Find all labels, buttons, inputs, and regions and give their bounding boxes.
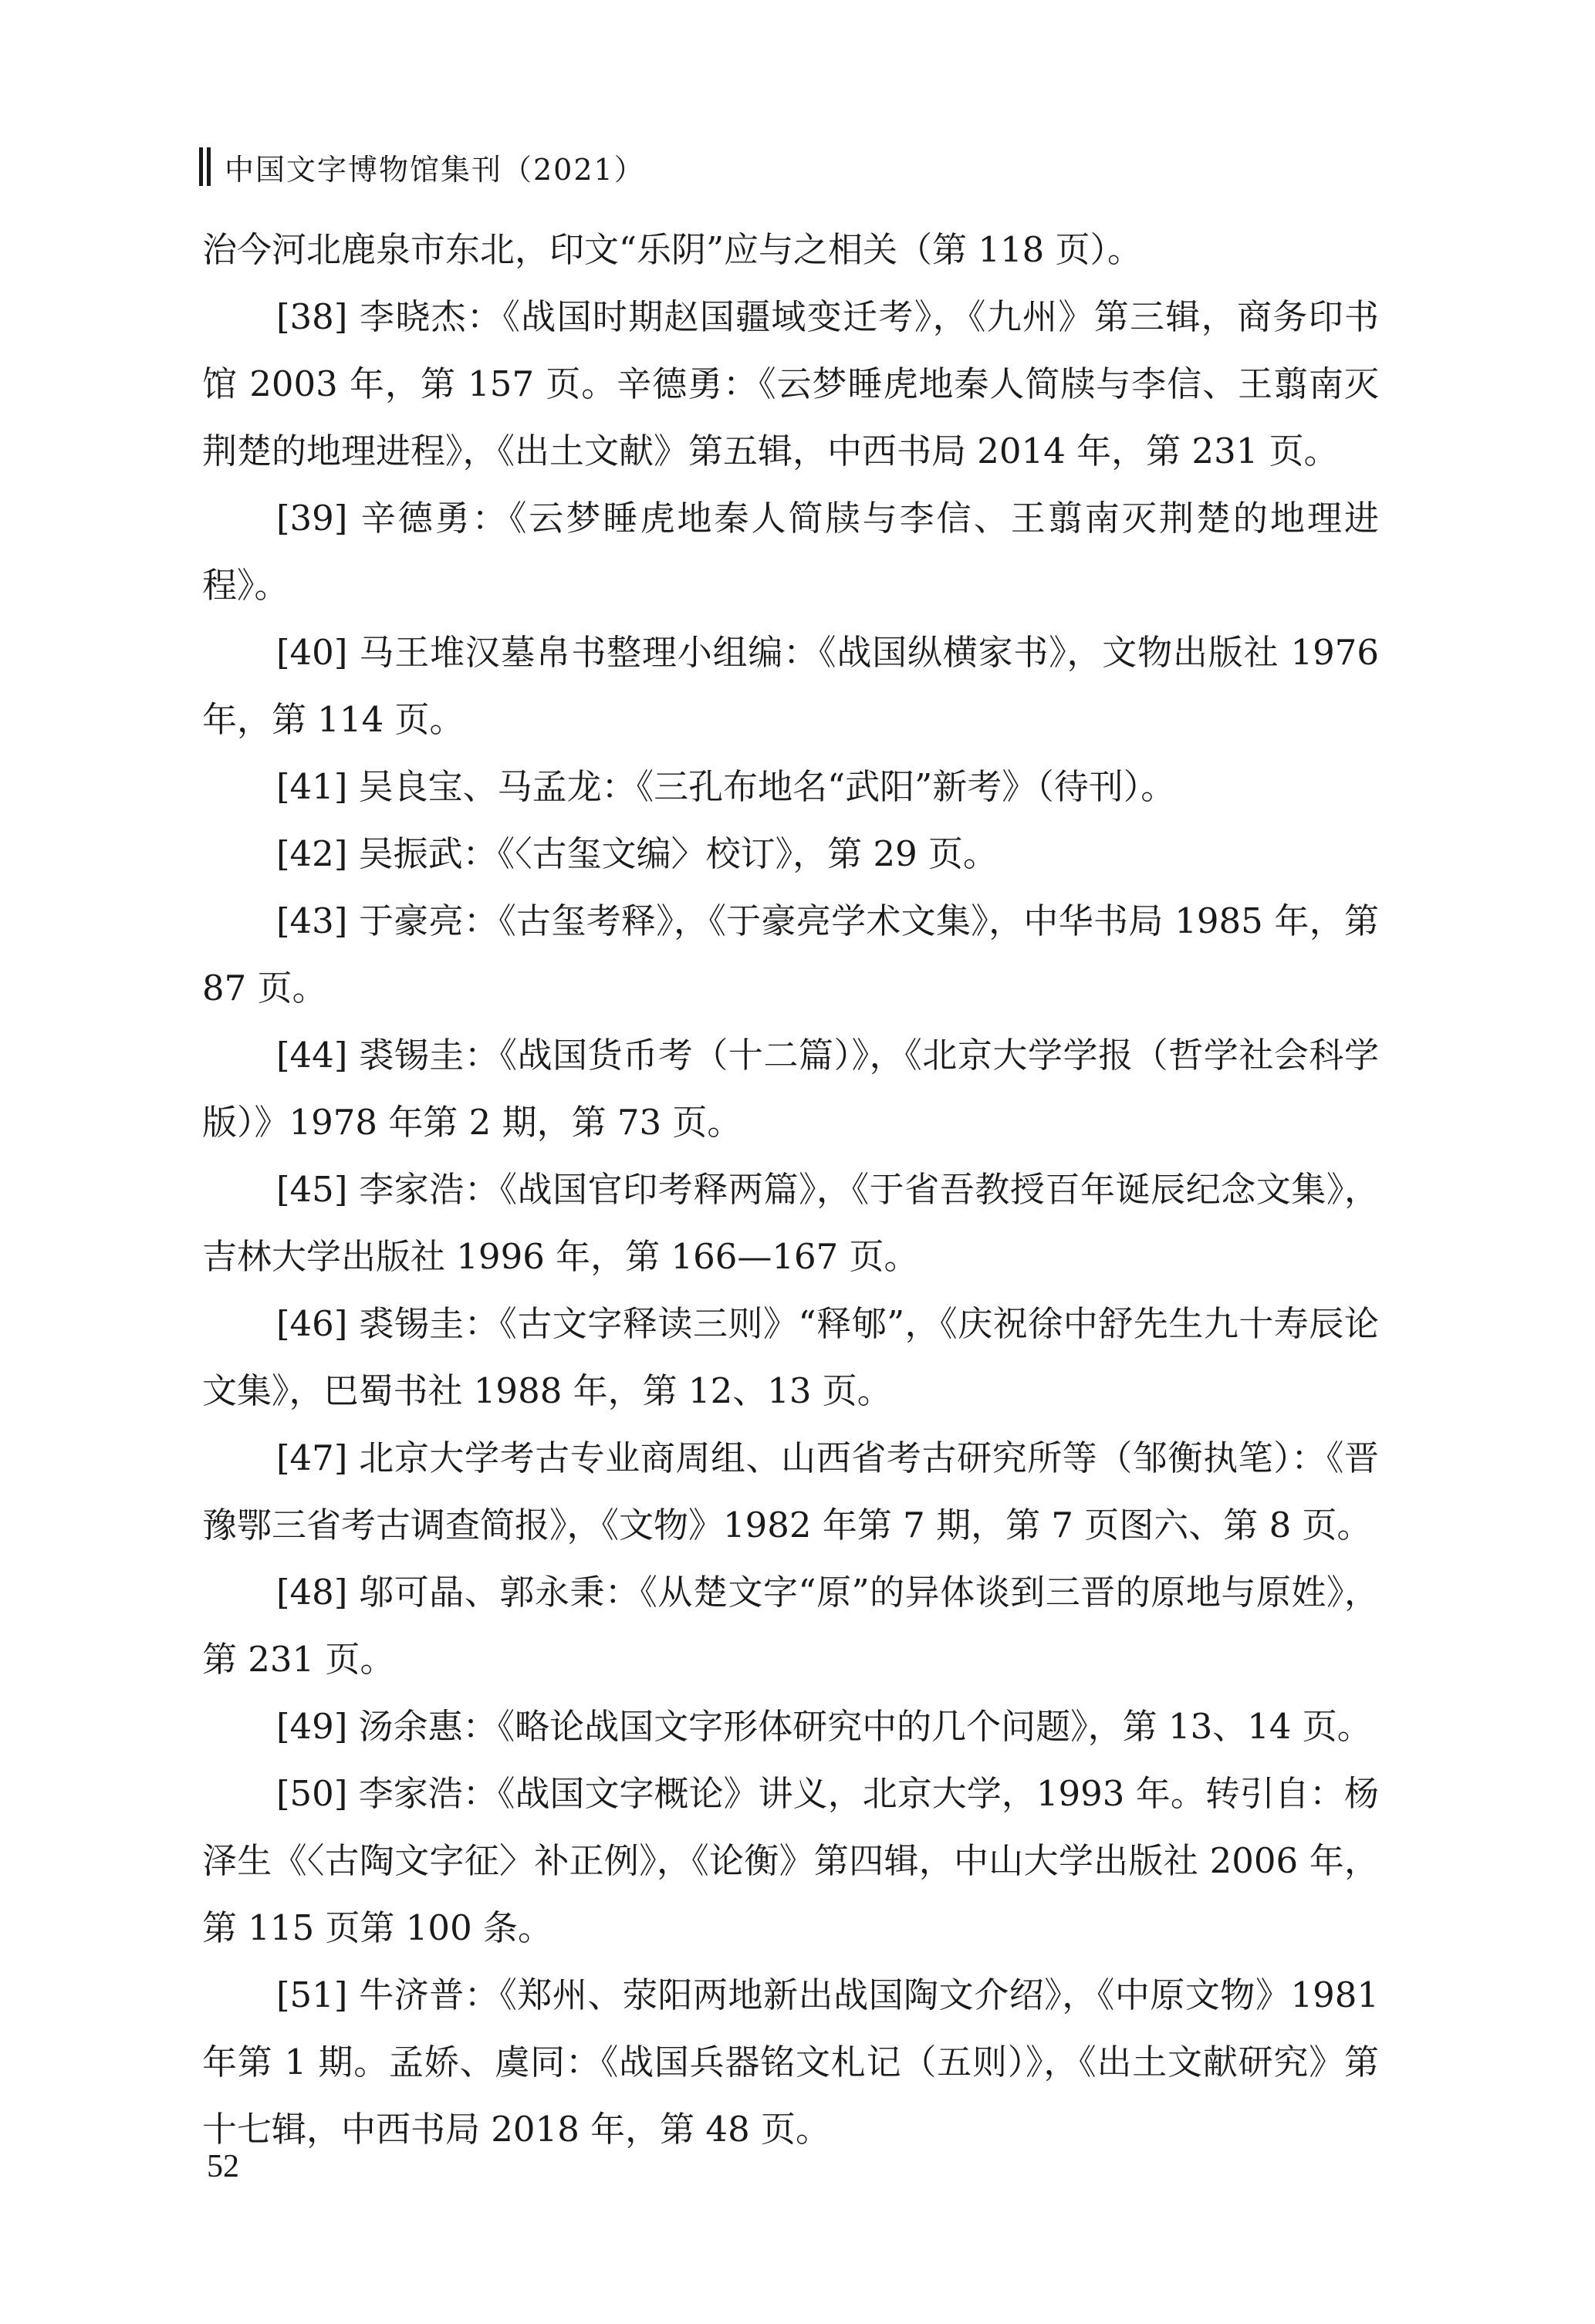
note-continuation: 治今河北鹿泉市东北，印文“乐阴”应与之相关（第 118 页）。 <box>202 229 1143 270</box>
note-48: [48] 邬可晶、郭永秉：《从楚文字“原”的异体谈到三晋的原地与原姓》，第 231 页。 <box>202 1572 1379 1680</box>
note-50: [50] 李家浩：《战国文字概论》讲义，北京大学，1993 年。转引自：杨泽生《〈古陶文字征〉补正例》，《论衡》第四辑，中山大学出版社 2006 年，第 115 页第 100 条。 <box>202 1773 1379 1948</box>
note-38: [38] 李晓杰：《战国时期赵国疆域变迁考》，《九州》第三辑，商务印书馆 2003 年，第 157 页。辛德勇：《云梦睡虎地秦人简牍与李信、王翦南灭荆楚的地理进程》，《出土文献》第五辑，中西书局 2014 年，第 231 页。 <box>202 296 1379 471</box>
note-39: [39] 辛德勇：《云梦睡虎地秦人简牍与李信、王翦南灭荆楚的地理进程》。 <box>202 498 1379 606</box>
header-bar <box>207 147 211 186</box>
note-49: [49] 汤余惠：《略论战国文字形体研究中的几个问题》，第 13、14 页。 <box>276 1706 1372 1747</box>
journal-title: 中国文字博物馆集刊（2021） <box>225 152 645 187</box>
note-51: [51] 牛济普：《郑州、荥阳两地新出战国陶文介绍》，《中原文物》1981 年第 1 期。孟娇、虞同：《战国兵器铭文札记（五则）》，《出土文献研究》第十七辑，中西书局 2018 年，第 48 页。 <box>202 1974 1379 2150</box>
note-41: [41] 吴良宝、马孟龙：《三孔布地名“武阳”新考》（待刊）。 <box>276 766 1176 807</box>
header-bar <box>199 147 203 186</box>
notes-body <box>202 216 1379 2163</box>
note-47: [47] 北京大学考古专业商周组、山西省考古研究所等（邹衡执笔）：《晋豫鄂三省考古调查简报》，《文物》1982 年第 7 期，第 7 页图六、第 8 页。 <box>202 1437 1379 1545</box>
header-double-bar-mark <box>199 147 211 186</box>
page-number: 52 <box>207 2149 239 2184</box>
note-44: [44] 裘锡圭：《战国货币考（十二篇）》，《北京大学学报（哲学社会科学版）》1978 年第 2 期，第 73 页。 <box>202 1035 1379 1143</box>
note-43: [43] 于豪亮：《古玺考释》，《于豪亮学术文集》，中华书局 1985 年，第 87 页。 <box>202 900 1379 1008</box>
note-40: [40] 马王堆汉墓帛书整理小组编：《战国纵横家书》，文物出版社 1976 年，第 114 页。 <box>202 632 1379 740</box>
running-header <box>199 145 645 188</box>
note-42: [42] 吴振武：《〈古玺文编〉校订》，第 29 页。 <box>276 833 999 874</box>
note-45: [45] 李家浩：《战国官印考释两篇》，《于省吾教授百年诞辰纪念文集》，吉林大学出版社 1996 年，第 166—167 页。 <box>202 1169 1379 1277</box>
note-46: [46] 裘锡圭：《古文字释读三则》“释郇”，《庆祝徐中舒先生九十寿辰论文集》，巴蜀书社 1988 年，第 12、13 页。 <box>202 1303 1379 1411</box>
